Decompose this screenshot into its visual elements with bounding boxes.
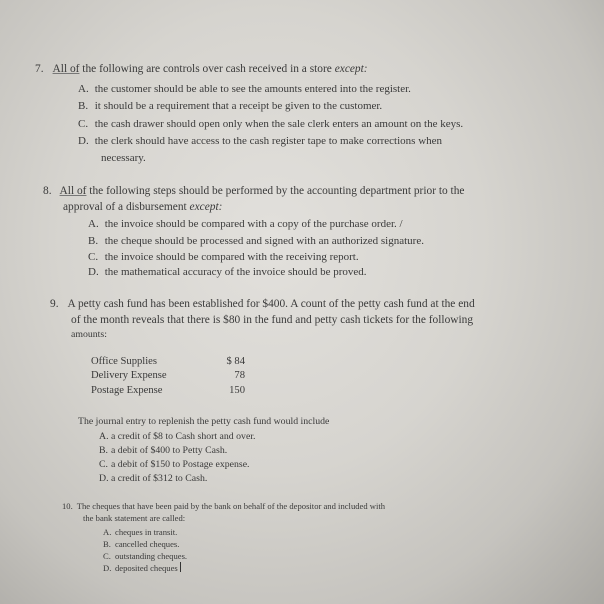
- question-8-text: the following steps should be performed by the accounting department prior to the: [86, 185, 465, 197]
- question-7-option-c: C. the cash drawer should open only when the sale clerk enters an amount on the keys.: [78, 118, 464, 130]
- question-7-option-a: A. the customer should be able to see the amounts entered into the register.: [78, 83, 411, 95]
- question-9-stem-line-2: of the month reveals that there is $80 in the fund and petty cash tickets for the following: [71, 314, 474, 326]
- question-9-option-d: D. a credit of $312 to Cash.: [99, 473, 208, 484]
- question-8-option-d: D. the mathematical accuracy of the invoice should be proved.: [88, 266, 367, 278]
- question-9-option-c: C. a debit of $150 to Postage expense.: [99, 459, 250, 470]
- expense-amount-postage: 150: [229, 385, 245, 396]
- question-8-stem-line-2: approval of a disbursement except:: [63, 201, 223, 213]
- question-10-option-a: A. cheques in transit.: [103, 527, 178, 537]
- question-9-number: 9.: [50, 298, 59, 310]
- question-10-option-d: D. deposited cheques: [103, 562, 181, 574]
- question-8-stem: [43, 183, 464, 199]
- question-7-except: except:: [334, 63, 368, 75]
- question-7-number: 7.: [35, 63, 44, 75]
- question-10-stem-line-2: the bank statement are called:: [83, 513, 186, 523]
- question-7-option-d: D. the clerk should have access to the cash register tape to make corrections when: [78, 135, 443, 147]
- question-8-option-a: A. the invoice should be compared with a copy of the purchase order. /: [88, 218, 403, 230]
- expense-amount-office-supplies: $ 84: [226, 356, 245, 367]
- question-8-option-b: B. the cheque should be processed and signed with an authorized signature.: [88, 235, 424, 247]
- text-cursor: [180, 562, 182, 572]
- question-7-lead: All of: [52, 63, 80, 75]
- question-7-option-b: B. it should be a requirement that a receipt be given to the customer.: [78, 100, 383, 112]
- question-9-stem-line-3: amounts:: [71, 329, 107, 340]
- question-7-option-d-continued: necessary.: [101, 152, 146, 164]
- question-9-option-a: A. a credit of $8 to Cash short and over.: [99, 431, 256, 442]
- expense-label-postage: Postage Expense: [91, 385, 163, 396]
- expense-label-office-supplies: Office Supplies: [91, 356, 158, 367]
- question-9-option-b: B. a debit of $400 to Petty Cash.: [99, 445, 228, 456]
- expense-label-delivery: Delivery Expense: [91, 370, 167, 381]
- question-8-number: 8.: [43, 185, 52, 197]
- question-8-option-c: C. the invoice should be compared with the receiving report.: [88, 251, 359, 263]
- question-9-journal-question: The journal entry to replenish the petty cash fund would include: [78, 416, 330, 427]
- question-7-stem: [35, 61, 368, 77]
- question-8-except: except:: [189, 201, 223, 213]
- question-10-stem: 10. The cheques that have been paid by the bank on behalf of the depositor and included with: [62, 501, 386, 511]
- question-7-text: the following are controls over cash received in a store: [79, 63, 335, 75]
- question-9-stem: 9. A petty cash fund has been established for $400. A count of the petty cash fund at the end: [50, 298, 475, 310]
- question-10-number: 10.: [62, 501, 73, 511]
- question-8-lead: All of: [59, 185, 87, 197]
- question-10-option-b: B. cancelled cheques.: [103, 539, 180, 549]
- question-10-option-c: C. outstanding cheques.: [103, 551, 188, 561]
- expense-amount-delivery: 78: [234, 370, 245, 381]
